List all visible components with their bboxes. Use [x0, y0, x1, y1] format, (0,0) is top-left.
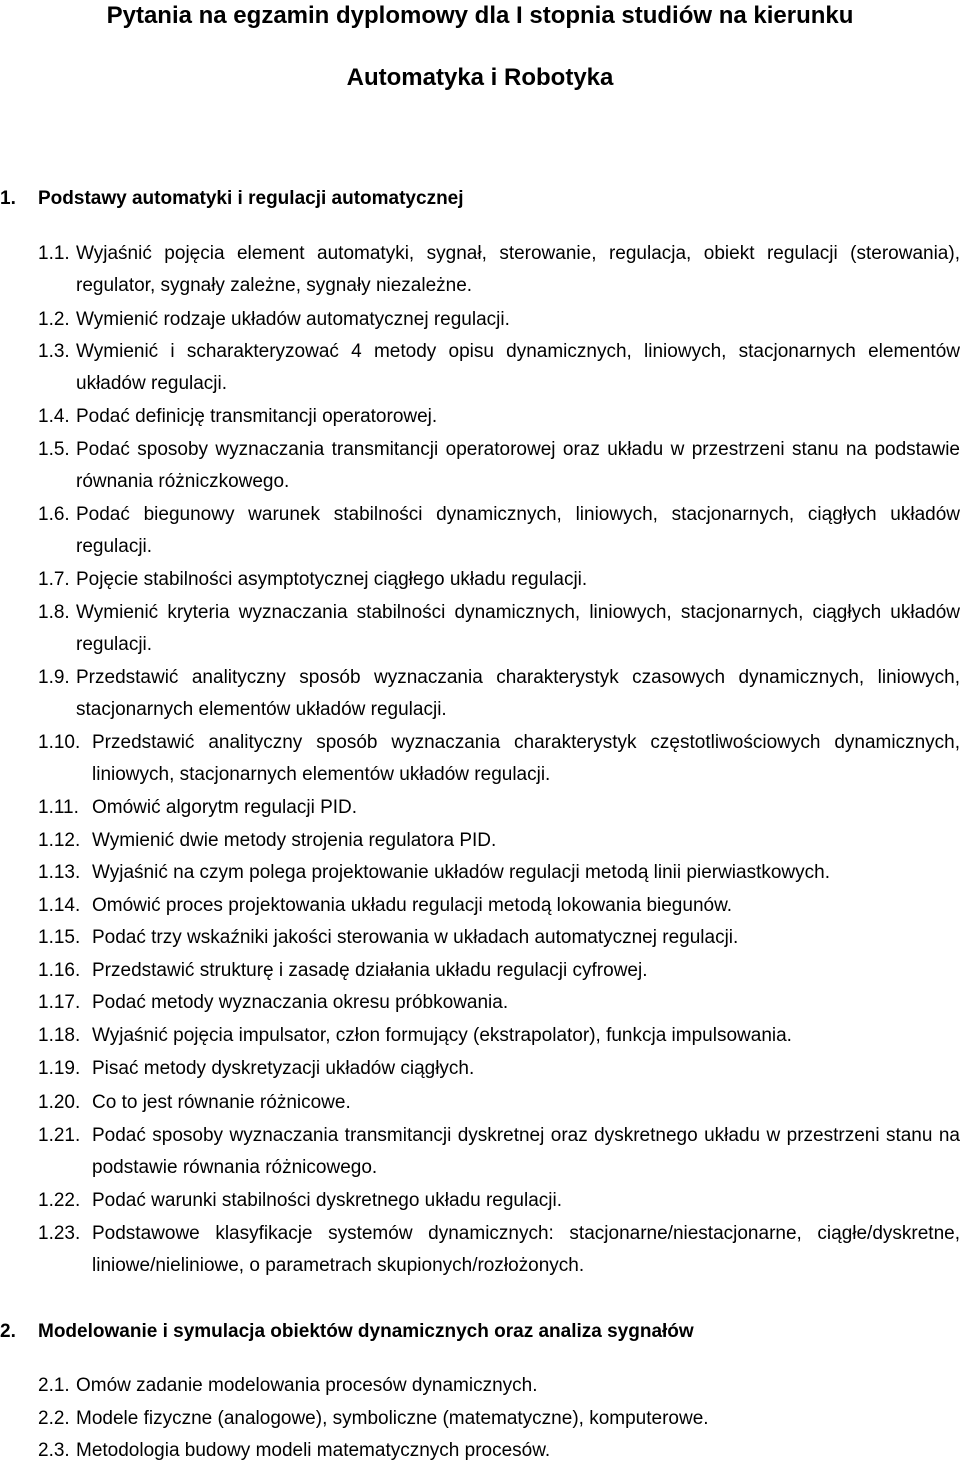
question-text: Co to jest równanie różnicowe.	[92, 1092, 351, 1113]
question-text: Wymienić rodzaje układów automatycznej regulacji.	[76, 309, 510, 330]
question-item	[38, 1403, 960, 1435]
question-number: 1.3.	[38, 341, 70, 362]
question-item	[38, 1120, 960, 1184]
question-text: Przedstawić analityczny sposób wyznaczania charakterystyk czasowych dynamicznych, liniowych, stacjonarnych elementów układów regulacji.	[76, 667, 960, 720]
question-item	[38, 727, 960, 791]
question-item	[38, 401, 960, 433]
question-item	[38, 1185, 960, 1217]
question-text: Wymienić kryteria wyznaczania stabilności dynamicznych, liniowych, stacjonarnych, ciągłych układów regulacji.	[76, 602, 960, 655]
question-number: 1.15.	[38, 927, 81, 948]
question-text: Podać sposoby wyznaczania transmitancji dyskretnej oraz dyskretnego układu w przestrzeni stanu na podstawie równania różnicowego.	[92, 1125, 960, 1178]
question-number: 1.12.	[38, 830, 81, 851]
question-number: 2.1.	[38, 1375, 70, 1396]
question-item	[38, 1087, 960, 1119]
question-text: Pojęcie stabilności asymptotycznej ciągłego układu regulacji.	[76, 569, 588, 590]
question-text: Podstawowe klasyfikacje systemów dynamicznych: stacjonarne/niestacjonarne, ciągłe/dyskretne, liniowe/nieliniowe, o parametrach skupionych/rozłożonych.	[92, 1223, 960, 1276]
question-number: 1.23.	[38, 1223, 81, 1244]
question-text: Wyjaśnić pojęcia impulsator, człon formujący (ekstrapolator), funkcja impulsowania.	[92, 1025, 792, 1046]
question-number: 2.3.	[38, 1440, 70, 1461]
question-number: 1.4.	[38, 406, 70, 427]
question-item	[38, 825, 960, 857]
section-number: 1.	[0, 188, 16, 209]
document-title-line-2: Automatyka i Robotyka	[346, 64, 614, 91]
question-text: Wyjaśnić pojęcia element automatyki, sygnał, sterowanie, regulacja, obiekt regulacji (sterowania), regulator, sygnały zależne, sygnały niezależne.	[76, 243, 960, 296]
question-text: Podać sposoby wyznaczania transmitancji operatorowej oraz układu w przestrzeni stanu na podstawie równania różniczkowego.	[76, 439, 960, 492]
section-number: 2.	[0, 1321, 16, 1342]
question-text: Pisać metody dyskretyzacji układów ciągłych.	[92, 1058, 475, 1079]
question-number: 1.16.	[38, 960, 81, 981]
section-title: Podstawy automatyki i regulacji automatycznej	[38, 188, 464, 209]
question-number: 1.5.	[38, 439, 70, 460]
question-text: Omówić proces projektowania układu regulacji metodą lokowania biegunów.	[92, 895, 733, 916]
question-item	[38, 597, 960, 661]
document-title-line-1: Pytania na egzamin dyplomowy dla I stopnia studiów na kierunku	[106, 2, 854, 29]
question-text: Przedstawić strukturę i zasadę działania układu regulacji cyfrowej.	[92, 960, 648, 981]
question-number: 1.18.	[38, 1025, 81, 1046]
question-item	[38, 1020, 960, 1052]
question-number: 2.2.	[38, 1408, 70, 1429]
question-number: 1.1.	[38, 243, 70, 264]
question-number: 1.17.	[38, 992, 81, 1013]
question-item	[38, 955, 960, 987]
question-number: 1.7.	[38, 569, 70, 590]
question-text: Omówić algorytm regulacji PID.	[92, 797, 358, 818]
question-item	[38, 434, 960, 498]
question-item	[38, 564, 960, 596]
question-number: 1.6.	[38, 504, 70, 525]
question-number: 1.10.	[38, 732, 81, 753]
question-text: Podać biegunowy warunek stabilności dynamicznych, liniowych, stacjonarnych, ciągłych układów regulacji.	[76, 504, 960, 557]
question-text: Wymienić dwie metody strojenia regulatora PID.	[92, 830, 497, 851]
question-item	[38, 662, 960, 726]
question-number: 1.19.	[38, 1058, 81, 1079]
question-item	[38, 987, 960, 1019]
question-text: Omów zadanie modelowania procesów dynamicznych.	[76, 1375, 538, 1396]
question-item	[38, 792, 960, 824]
question-item	[38, 1053, 960, 1085]
question-item	[38, 336, 960, 400]
question-number: 1.11.	[38, 797, 79, 818]
question-text: Podać trzy wskaźniki jakości sterowania w układach automatycznej regulacji.	[92, 927, 739, 948]
section-title: Modelowanie i symulacja obiektów dynamicznych oraz analiza sygnałów	[38, 1321, 694, 1342]
question-text: Modele fizyczne (analogowe), symboliczne (matematyczne), komputerowe.	[76, 1408, 709, 1429]
question-number: 1.9.	[38, 667, 70, 688]
question-text: Metodologia budowy modeli matematycznych procesów.	[76, 1440, 551, 1461]
question-text: Wyjaśnić na czym polega projektowanie układów regulacji metodą linii pierwiastkowych.	[92, 862, 831, 883]
question-number: 1.2.	[38, 309, 70, 330]
question-item	[38, 238, 960, 302]
question-item	[38, 890, 960, 922]
question-number: 1.22.	[38, 1190, 81, 1211]
question-item	[38, 1435, 960, 1467]
question-number: 1.14.	[38, 895, 81, 916]
question-item	[38, 499, 960, 563]
question-text: Podać warunki stabilności dyskretnego układu regulacji.	[92, 1190, 562, 1211]
question-item	[38, 1218, 960, 1282]
question-text: Podać metody wyznaczania okresu próbkowania.	[92, 992, 509, 1013]
question-item	[38, 304, 960, 336]
question-number: 1.8.	[38, 602, 70, 623]
question-item	[38, 922, 960, 954]
question-number: 1.20.	[38, 1092, 81, 1113]
question-number: 1.21.	[38, 1125, 81, 1146]
question-text: Przedstawić analityczny sposób wyznaczania charakterystyk częstotliwościowych dynamicznych, liniowych, stacjonarnych elementów układów regulacji.	[92, 732, 960, 785]
question-item	[38, 857, 960, 889]
question-text: Podać definicję transmitancji operatorowej.	[76, 406, 438, 427]
question-number: 1.13.	[38, 862, 81, 883]
question-text: Wymienić i scharakteryzować 4 metody opisu dynamicznych, liniowych, stacjonarnych elementów układów regulacji.	[76, 341, 960, 394]
question-item	[38, 1370, 960, 1402]
